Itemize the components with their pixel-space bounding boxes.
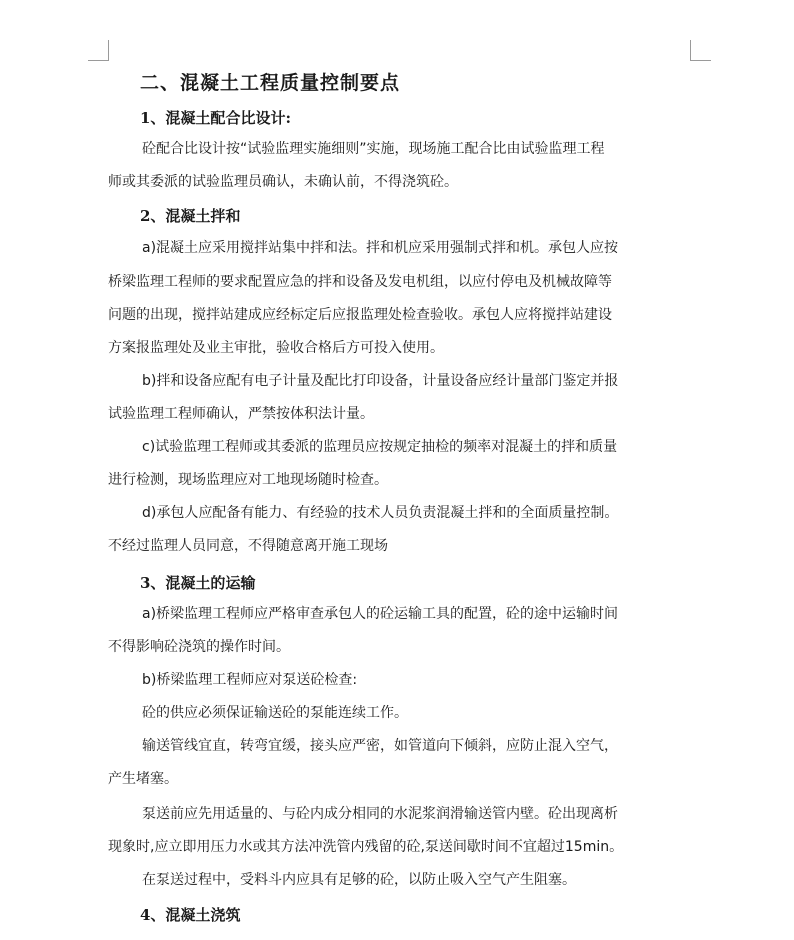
paragraph-line: 师或其委派的试验监理员确认，未确认前，不得浇筑砼。 (108, 174, 458, 190)
paragraph-line: 不得影响砼浇筑的操作时间。 (108, 639, 290, 655)
paragraph-line: 现象时,应立即用压力水或其方法冲洗管内残留的砼,泵送间歇时间不宜超过15min。 (108, 839, 624, 855)
section-heading-1: 1、混凝土配合比设计: (140, 109, 291, 127)
paragraph-line: 问题的出现，搅拌站建成应经标定后应报监理处检查验收。承包人应将搅拌站建设 (108, 307, 612, 323)
margin-corner-mark-left (88, 40, 109, 61)
section-heading-4: 4、混凝土浇筑 (140, 906, 241, 924)
paragraph-line: 在泵送过程中，受料斗内应具有足够的砼，以防止吸入空气产生阻塞。 (142, 872, 576, 888)
section-heading-2: 2、混凝土拌和 (140, 207, 241, 225)
paragraph-line: d)承包人应配备有能力、有经验的技术人员负责混凝土拌和的全面质量控制。 (142, 505, 619, 521)
page-title: 二、混凝土工程质量控制要点 (140, 72, 401, 94)
paragraph-line: 砼配合比设计按“试验监理实施细则”实施，现场施工配合比由试验监理工程 (142, 141, 605, 157)
paragraph-line: b)桥梁监理工程师应对泵送砼检查: (142, 672, 358, 688)
paragraph-line: 桥梁监理工程师的要求配置应急的拌和设备及发电机组，以应付停电及机械故障等 (108, 274, 612, 290)
paragraph-line: c)试验监理工程师或其委派的监理员应按规定抽检的频率对混凝土的拌和质量 (142, 439, 618, 455)
paragraph-line: 输送管线宜直，转弯宜缓，接头应严密，如管道向下倾斜，应防止混入空气， (142, 738, 618, 754)
margin-corner-mark-right (690, 40, 711, 61)
section-heading-3: 3、混凝土的运输 (140, 574, 256, 592)
paragraph-line: a)桥梁监理工程师应严格审查承包人的砼运输工具的配置，砼的途中运输时间 (142, 606, 619, 622)
paragraph-line: b)拌和设备应配有电子计量及配比打印设备，计量设备应经计量部门鉴定并报 (142, 373, 619, 389)
paragraph-line: 产生堵塞。 (108, 771, 178, 787)
paragraph-line: 试验监理工程师确认，严禁按体积法计量。 (108, 406, 374, 422)
paragraph-line: 进行检测，现场监理应对工地现场随时检查。 (108, 472, 388, 488)
paragraph-line: a)混凝土应采用搅拌站集中拌和法。拌和机应采用强制式拌和机。承包人应按 (142, 240, 619, 256)
paragraph-line: 砼的供应必须保证输送砼的泵能连续工作。 (142, 705, 408, 721)
paragraph-line: 泵送前应先用适量的、与砼内成分相同的水泥浆润滑输送管内壁。砼出现离析 (142, 806, 618, 822)
paragraph-line: 方案报监理处及业主审批，验收合格后方可投入使用。 (108, 340, 444, 356)
paragraph-line: 不经过监理人员同意，不得随意离开施工现场 (108, 538, 388, 554)
